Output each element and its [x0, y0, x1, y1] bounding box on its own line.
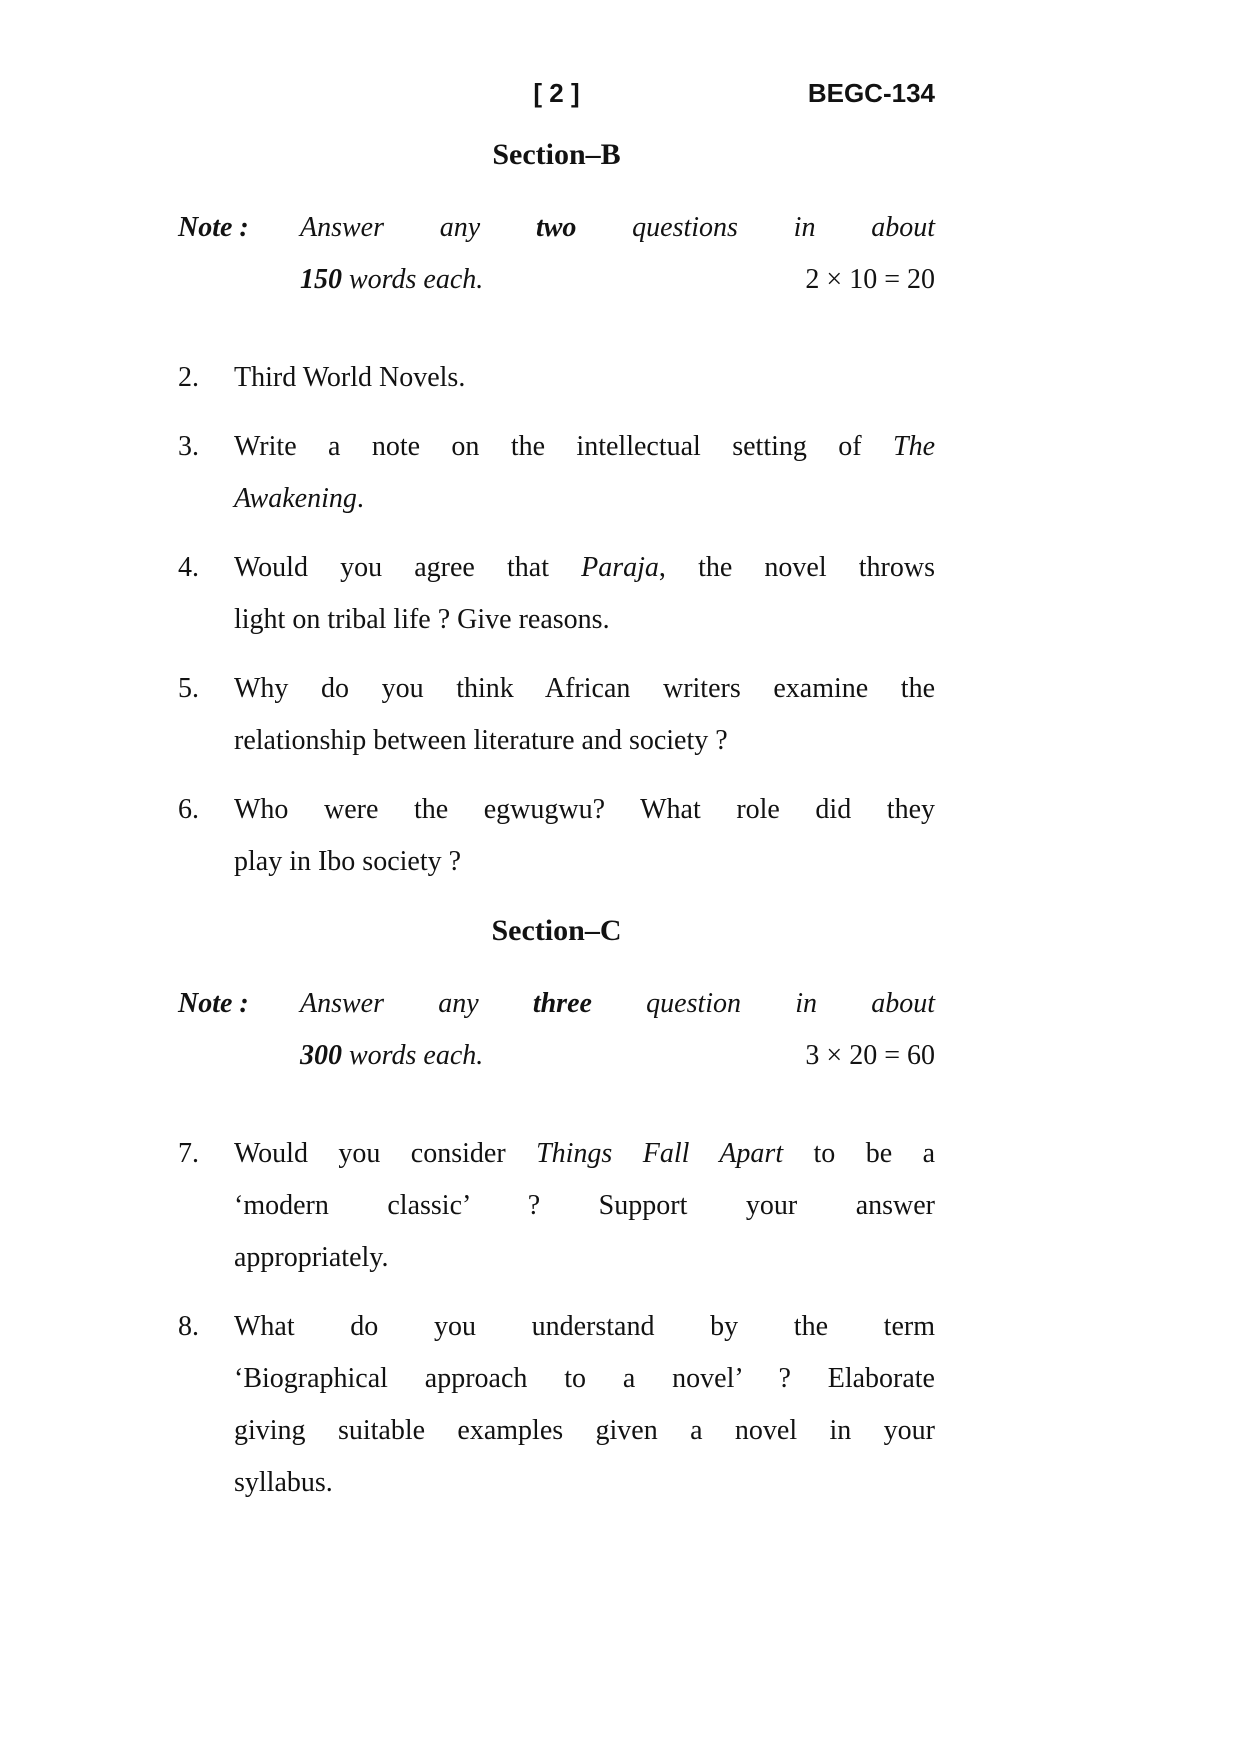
note-instruction-line	[300, 254, 935, 306]
note-word-count: 150 words each.	[300, 264, 484, 295]
question-4	[178, 542, 935, 646]
question-line: Third World Novels.	[234, 362, 466, 393]
question-line: play in Ibo society ?	[234, 846, 462, 877]
question-7	[178, 1128, 935, 1284]
note-instruction-line	[300, 1030, 935, 1082]
note-label: Note :	[178, 212, 249, 243]
note-label: Note :	[178, 988, 249, 1019]
question-text	[234, 421, 935, 525]
question-number: 4.	[178, 552, 199, 583]
question-line: Who were the egwugwu? What role did they	[234, 794, 935, 825]
question-number: 5.	[178, 673, 199, 704]
question-line: What do you understand by the term	[234, 1311, 935, 1342]
question-number: 7.	[178, 1138, 199, 1169]
question-line: relationship between literature and society ?	[234, 725, 728, 756]
question-text	[234, 352, 935, 404]
section-c-title: Section–C	[491, 914, 622, 947]
note-body	[300, 202, 935, 306]
question-number: 6.	[178, 794, 199, 825]
page-content	[178, 0, 935, 1509]
note-word-count: 300 words each.	[300, 1040, 484, 1071]
question-2	[178, 352, 935, 404]
question-number: 8.	[178, 1311, 199, 1342]
question-8	[178, 1301, 935, 1509]
question-line: Write a note on the intellectual setting of The	[234, 431, 935, 462]
question-line: appropriately.	[234, 1242, 389, 1273]
question-text	[234, 1301, 935, 1509]
question-line: Why do you think African writers examine the	[234, 673, 935, 704]
question-line: light on tribal life ? Give reasons.	[234, 604, 610, 635]
question-6	[178, 784, 935, 888]
question-text	[234, 663, 935, 767]
question-line: ‘modern classic’ ? Support your answer	[234, 1190, 935, 1221]
section-c-marks: 3 × 20 = 60	[805, 1040, 935, 1071]
question-text	[234, 542, 935, 646]
question-line: giving suitable examples given a novel in your	[234, 1415, 935, 1446]
question-text	[234, 1128, 935, 1284]
section-b-title: Section–B	[492, 138, 621, 171]
question-number: 3.	[178, 431, 199, 462]
question-line: syllabus.	[234, 1467, 333, 1498]
question-line: Would you consider Things Fall Apart to be a	[234, 1138, 935, 1169]
section-b-marks: 2 × 10 = 20	[805, 264, 935, 295]
page-number: [ 2 ]	[533, 78, 580, 108]
section-b-note	[178, 202, 935, 306]
note-body	[300, 978, 935, 1082]
note-instruction-line: Answer any two questions in about	[300, 212, 935, 243]
section-c-note	[178, 978, 935, 1082]
question-line: Awakening.	[234, 483, 364, 514]
page-header	[178, 78, 935, 114]
question-line: ‘Biographical approach to a novel’ ? Elaborate	[234, 1363, 935, 1394]
note-instruction-line: Answer any three question in about	[300, 988, 935, 1019]
question-text	[234, 784, 935, 888]
question-line: Would you agree that Paraja, the novel throws	[234, 552, 935, 583]
question-number: 2.	[178, 362, 199, 393]
question-3	[178, 421, 935, 525]
paper-code: BEGC-134	[807, 78, 935, 108]
question-5	[178, 663, 935, 767]
